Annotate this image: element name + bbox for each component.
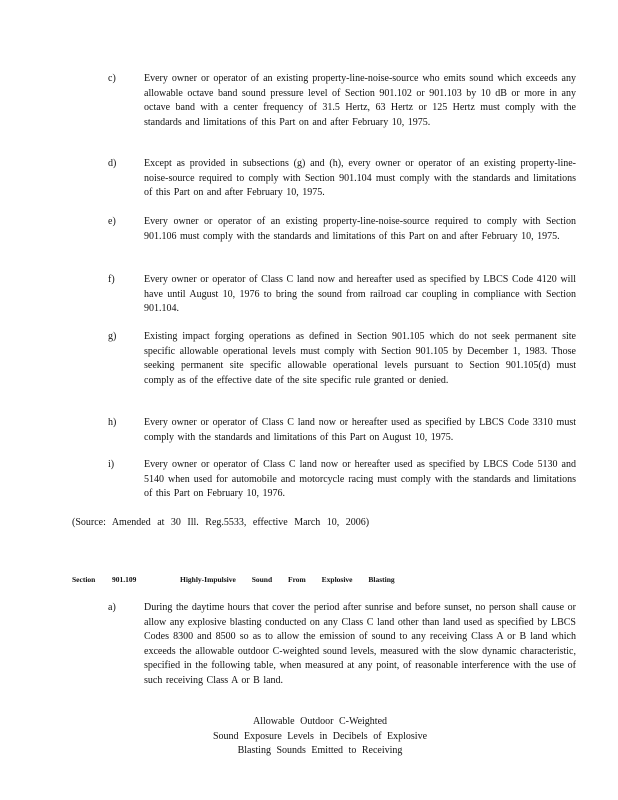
subsection-text: Every owner or operator of an existing property-line-noise-source who emits sound which exceeds any allowable octave band sound pressure level of Section 901.102 or 901.103 by 10 dB or more in any octave band with a center frequency of 31.5 Hertz, 63 Hertz or 125 Hertz must comply with the standards and limitations of this Part on and after February 10, 1975. <box>144 73 576 128</box>
subsection-label: e) <box>108 216 116 227</box>
subsection-label: d) <box>108 158 117 169</box>
table-caption-line: Sound Exposure Levels in Decibels of Explosive <box>212 730 428 742</box>
table-caption-line: Allowable Outdoor C-Weighted <box>252 716 388 727</box>
subsection-label: c) <box>108 73 116 84</box>
subsection-text: Every owner or operator of Class C land now or hereafter used as specified by LBCS Code 3310 must comply with the standards and limitations of this Part on August 10, 1975. <box>144 417 576 443</box>
subsection-text: During the daytime hours that cover the period after sunrise and before sunset, no person shall cause or allow any explosive blasting conducted on any Class C land other than land used as specified by LBCS Codes 8300 and 8500 so as to allow the emission of sound to any receiving Class A or B land which exceeds the allowable outdoor C-weighted sound levels, measured with the slow dynamic characteristic, specified in the following table, when measured at any point, of reasonable interference with the use of such receiving Class A or B land. <box>144 602 576 686</box>
section-number: 901.109 <box>112 575 137 584</box>
subsection-label: a) <box>108 602 116 613</box>
table-caption <box>150 715 490 759</box>
subsection-label: f) <box>108 274 115 285</box>
subsection-text: Except as provided in subsections (g) and (h), every owner or operator of an existing property-line-noise-source required to comply with Section 901.104 must comply with the standards and limitations of this Part on and after February 10, 1975. <box>144 158 576 198</box>
subsection-label: g) <box>108 331 117 342</box>
section-word: Section <box>72 575 96 584</box>
subsection-text: Every owner or operator of Class C land now and hereafter used as specified by LBCS Code 4120 will have until August 10, 1976 to bring the sound from railroad car coupling in compliance with Section 901.104. <box>144 274 576 314</box>
subsection-text: Every owner or operator of Class C land now or hereafter used as specified by LBCS Code 5130 and 5140 when used for automobile and motorcycle racing must comply with the standards and limitations of this Part on February 10, 1976. <box>144 459 576 499</box>
subsection-label: h) <box>108 417 117 428</box>
subsection-text: Existing impact forging operations as defined in Section 901.105 which do not seek permanent site specific allowable operational levels must comply with Section 901.105 by December 1, 1983. Those seeking permanent site specific allowable operational levels pursuant to Section 901.105(d) must comply as of the effective date of the site specific rule granted or denied. <box>144 331 576 386</box>
source-note: (Source: Amended at 30 Ill. Reg.5533, effective March 10, 2006) <box>72 517 370 528</box>
section-title: Highly-Impulsive Sound From Explosive Blasting <box>180 575 395 584</box>
subsection-label: i) <box>108 459 115 470</box>
table-caption-line: Blasting Sounds Emitted to Receiving <box>237 745 403 756</box>
subsection-text: Every owner or operator of an existing property-line-noise-source required to comply with Section 901.106 must comply with the standards and limitations of this Part on and after February 10, 1975. <box>144 216 576 242</box>
